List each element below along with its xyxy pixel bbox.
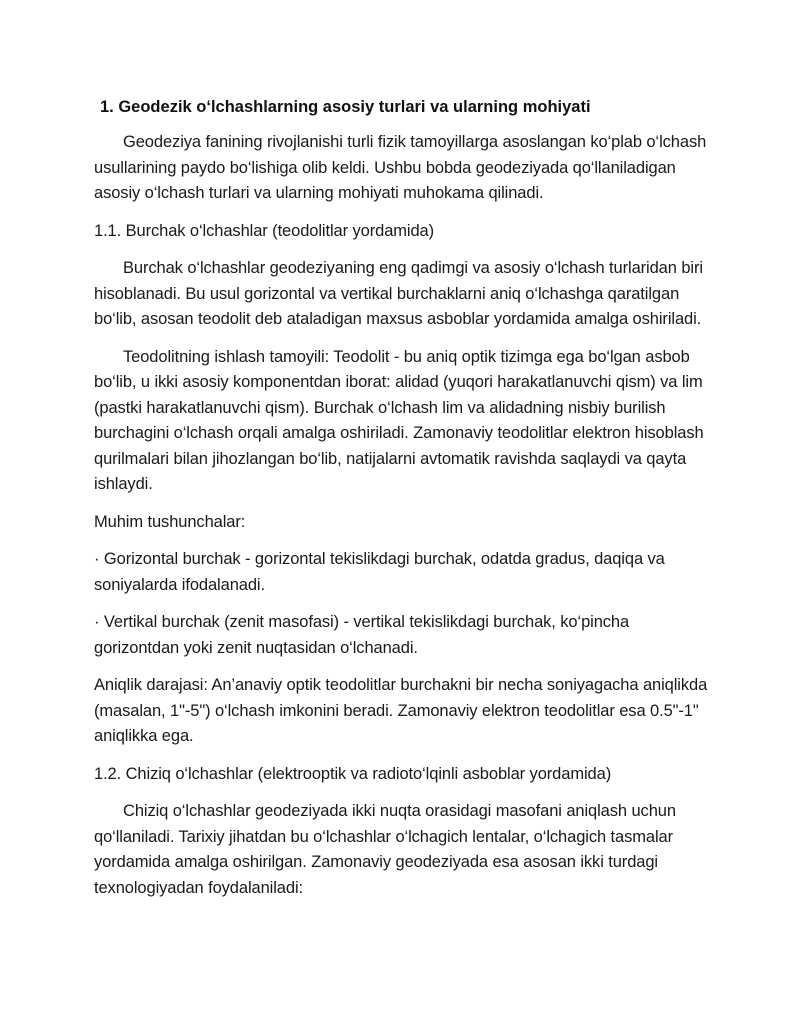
bullet-vertical-angle: · Vertikal burchak (zenit masofasi) - vertikal tekislikdagi burchak, ko‘pincha gorizontdan yoki zenit nuqtasidan o‘lchanadi. bbox=[94, 613, 630, 657]
intro-paragraph: Geodeziya fanining rivojlanishi turli fizik tamoyillarga asoslangan ko‘plab o‘lchash usullarining paydo bo‘lishiga olib keldi. Ushbu bobda geodeziyada qo‘llaniladigan asosiy o‘lchash turlari va ularning mohiyati muhokama qilinadi. bbox=[94, 133, 707, 202]
accuracy-paragraph: Aniqlik darajasi: An’anaviy optik teodolitlar burchakni bir necha soniyagacha aniqlikda (masalan, 1"-5") o‘lchash imkonini beradi. Zamonaviy elektron teodolitlar esa 0.5"-1" aniqlikka ega. bbox=[94, 676, 708, 745]
section-1-1-title: 1.1. Burchak o‘lchashlar (teodolitlar yordamida) bbox=[94, 221, 435, 240]
section-1-2-title: 1.2. Chiziq o‘lchashlar (elektrooptik va radioto‘lqinli asboblar yordamida) bbox=[94, 764, 612, 783]
key-concepts-label: Muhim tushunchalar: bbox=[94, 512, 246, 531]
chapter-heading: 1. Geodezik o‘lchashlarning asosiy turlari va ularning mohiyati bbox=[100, 98, 591, 116]
section-1-1-paragraph-1: Burchak o‘lchashlar geodeziyaning eng qadimgi va asosiy o‘lchash turlaridan biri hisoblanadi. Bu usul gorizontal va vertikal burchaklarni aniq o‘lchashga qaratilgan bo‘lib, asosan teodolit deb ataladigan maxsus asboblar yordamida amalga oshiriladi. bbox=[94, 259, 703, 328]
section-1-2-paragraph-1: Chiziq o‘lchashlar geodeziyada ikki nuqta orasidagi masofani aniqlash uchun qo‘llaniladi. Tarixiy jihatdan bu o‘lchashlar o‘lchagich lentalar, o‘lchagich tasmalar yordamida amalga oshirilgan. Zamonaviy geodeziyada esa asosan ikki turdagi texnologiyadan foydalaniladi: bbox=[94, 802, 676, 897]
bullet-horizontal-angle: · Gorizontal burchak - gorizontal tekislikdagi burchak, odatda gradus, daqiqa va soniyalarda ifodalanadi. bbox=[94, 550, 665, 594]
document-body bbox=[94, 96, 714, 913]
section-1-1-paragraph-2: Teodolitning ishlash tamoyili: Teodolit - bu aniq optik tizimga ega bo‘lgan asbob bo‘lib, u ikki asosiy komponentdan iborat: alidad (yuqori harakatlanuvchi qism) va lim (pastki harakatlanuvchi qism). Burchak o‘lchash lim va alidadning nisbiy burilish burchagini o‘lchash orqali amalga oshiriladi. Zamonaviy teodolitlar elektron hisoblash qurilmalari bilan jihozlangan bo‘lib, natijalarni avtomatik ravishda saqlaydi va qayta ishlaydi. bbox=[94, 347, 704, 493]
